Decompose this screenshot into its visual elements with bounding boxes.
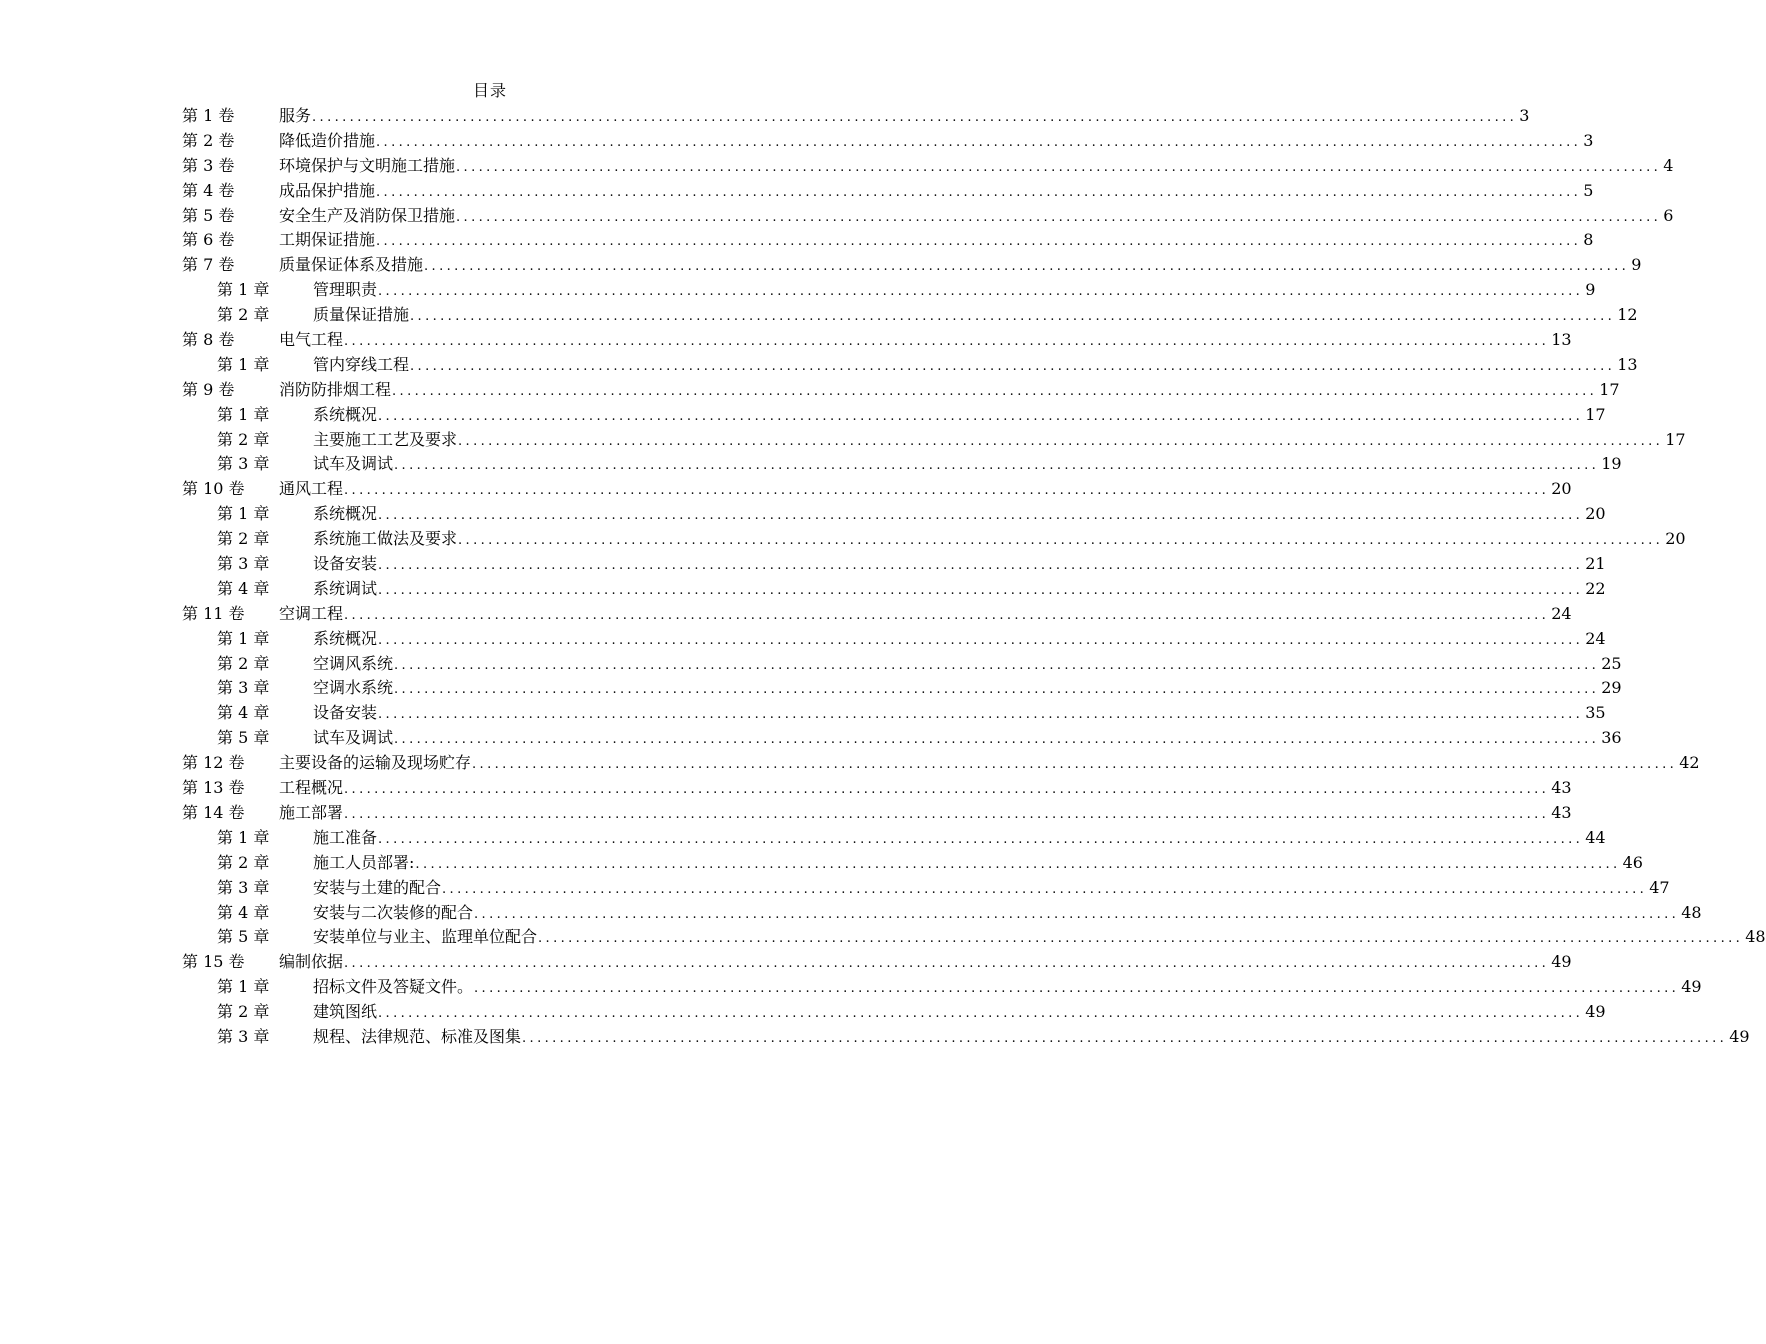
toc-dot-leader: ................................................................................................................................................................ — [392, 383, 1598, 399]
toc-dot-leader: ................................................................................................................................................................ — [458, 533, 1664, 549]
toc-entry-title-row — [279, 179, 1594, 206]
toc-entry-volume[interactable] — [182, 228, 1594, 253]
toc-entry-label: 第 4 卷 — [182, 180, 235, 200]
toc-entry-volume[interactable] — [182, 179, 1594, 204]
toc-entry-title: 安装单位与业主、监理单位配合 — [313, 925, 538, 950]
toc-entry-title: 施工准备 — [313, 826, 378, 851]
toc-entry-title-row — [279, 328, 1572, 355]
toc-entry-title: 安装与二次装修的配合 — [313, 901, 474, 926]
toc-dot-leader: ................................................................................................................................................................ — [456, 209, 1662, 225]
toc-entry-label: 第 1 章 — [217, 354, 270, 374]
toc-entry-page-number: 47 — [1649, 877, 1670, 897]
toc-entry-title-row — [313, 452, 1622, 479]
toc-entry-title-row — [313, 901, 1702, 928]
toc-entry-chapter[interactable] — [182, 876, 1670, 901]
toc-dot-leader: ................................................................................................................................................................ — [344, 806, 1550, 822]
toc-entry-title-row — [279, 154, 1674, 181]
toc-entry-title-row — [279, 378, 1620, 405]
toc-entry-volume[interactable] — [182, 129, 1594, 154]
toc-entry-page-number: 48 — [1745, 927, 1766, 947]
toc-entry-page-number: 9 — [1631, 255, 1642, 275]
toc-entry-title-row — [313, 353, 1638, 380]
toc-entry-page-number: 42 — [1679, 753, 1700, 773]
toc-entry-title: 系统概况 — [313, 403, 378, 428]
toc-entry-title: 环境保护与文明施工措施 — [279, 154, 456, 179]
toc-entry-chapter[interactable] — [182, 1025, 1750, 1050]
toc-entry-title-row — [279, 776, 1572, 803]
toc-entry-title-row — [279, 477, 1572, 504]
toc-entry-page-number: 29 — [1601, 678, 1622, 698]
toc-entry-title: 质量保证体系及措施 — [279, 253, 424, 278]
toc-dot-leader: ................................................................................................................................................................ — [522, 1030, 1728, 1046]
toc-entry-title: 质量保证措施 — [313, 303, 410, 328]
toc-entry-chapter[interactable] — [182, 1000, 1606, 1025]
toc-entry-title: 降低造价措施 — [279, 129, 376, 154]
toc-entry-page-number: 17 — [1585, 404, 1606, 424]
toc-entry-label: 第 14 卷 — [182, 802, 245, 822]
toc-entry-page-number: 3 — [1583, 130, 1594, 150]
toc-entry-title: 编制依据 — [279, 950, 344, 975]
toc-entry-label: 第 13 卷 — [182, 778, 245, 798]
toc-entry-title-row — [279, 751, 1700, 778]
toc-dot-leader: ................................................................................................................................................................ — [344, 956, 1550, 972]
toc-entry-page-number: 19 — [1601, 454, 1622, 474]
toc-entry-title-row — [313, 726, 1622, 753]
toc-entry-label: 第 1 章 — [217, 977, 270, 997]
toc-list — [182, 104, 1766, 1050]
toc-entry-volume[interactable] — [182, 154, 1674, 179]
toc-entry-page-number: 22 — [1585, 578, 1606, 598]
toc-entry-title-row — [313, 278, 1596, 305]
toc-entry-title-row — [313, 826, 1606, 853]
toc-entry-title-row — [313, 502, 1606, 529]
toc-entry-title-row — [313, 428, 1686, 455]
toc-entry-title: 安装与土建的配合 — [313, 876, 442, 901]
toc-entry-label: 第 3 章 — [217, 454, 270, 474]
toc-entry-label: 第 5 章 — [217, 927, 270, 947]
toc-entry-title: 试车及调试 — [313, 452, 394, 477]
toc-entry-title-row — [313, 975, 1702, 1002]
toc-entry-title-row — [313, 527, 1686, 554]
toc-entry-title-row — [279, 228, 1594, 255]
toc-entry-page-number: 13 — [1617, 354, 1638, 374]
toc-entry-page-number: 6 — [1663, 205, 1674, 225]
toc-entry-chapter[interactable] — [182, 428, 1686, 453]
toc-entry-title-row — [313, 552, 1606, 579]
toc-entry-page-number: 46 — [1622, 852, 1643, 872]
toc-dot-leader: ................................................................................................................................................................ — [458, 433, 1664, 449]
toc-entry-label: 第 11 卷 — [182, 603, 245, 623]
toc-entry-chapter[interactable] — [182, 925, 1766, 950]
toc-entry-title: 主要施工工艺及要求 — [313, 428, 458, 453]
toc-entry-label: 第 2 章 — [217, 1002, 270, 1022]
toc-entry-chapter[interactable] — [182, 652, 1622, 677]
toc-entry-volume[interactable] — [182, 204, 1674, 229]
toc-entry-label: 第 4 章 — [217, 578, 270, 598]
toc-entry-title: 安全生产及消防保卫措施 — [279, 204, 456, 229]
toc-entry-page-number: 20 — [1665, 529, 1686, 549]
toc-entry-chapter[interactable] — [182, 353, 1638, 378]
toc-entry-title: 空调工程 — [279, 602, 344, 627]
toc-entry-page-number: 5 — [1583, 180, 1594, 200]
toc-entry-page-number: 43 — [1551, 802, 1572, 822]
toc-entry-label: 第 2 章 — [217, 305, 270, 325]
toc-entry-title: 规程、法律规范、标准及图集 — [313, 1025, 522, 1050]
toc-entry-page-number: 17 — [1665, 429, 1686, 449]
toc-entry-page-number: 17 — [1599, 379, 1620, 399]
toc-entry-label: 第 5 章 — [217, 728, 270, 748]
toc-entry-page-number: 21 — [1585, 554, 1606, 574]
toc-entry-title-row — [313, 1025, 1750, 1052]
toc-entry-title-row — [313, 627, 1606, 654]
toc-entry-title: 设备安装 — [313, 552, 378, 577]
toc-entry-volume[interactable] — [182, 104, 1530, 129]
toc-entry-label: 第 2 章 — [217, 529, 270, 549]
toc-entry-page-number: 35 — [1585, 703, 1606, 723]
toc-entry-title: 系统概况 — [313, 502, 378, 527]
toc-entry-label: 第 12 卷 — [182, 753, 245, 773]
toc-entry-page-number: 49 — [1551, 952, 1572, 972]
toc-entry-title: 管内穿线工程 — [313, 353, 410, 378]
toc-entry-volume[interactable] — [182, 776, 1572, 801]
toc-dot-leader: ................................................................................................................................................................ — [378, 558, 1584, 574]
toc-entry-chapter[interactable] — [182, 303, 1638, 328]
toc-entry-page-number: 24 — [1551, 603, 1572, 623]
toc-dot-leader: ................................................................................................................................................................ — [424, 259, 1630, 275]
toc-entry-page-number: 49 — [1585, 1002, 1606, 1022]
toc-entry-label: 第 2 章 — [217, 852, 270, 872]
toc-entry-chapter[interactable] — [182, 901, 1702, 926]
toc-entry-chapter[interactable] — [182, 826, 1606, 851]
toc-entry-chapter[interactable] — [182, 577, 1606, 602]
toc-entry-title: 试车及调试 — [313, 726, 394, 751]
toc-dot-leader: ................................................................................................................................................................ — [394, 657, 1600, 673]
toc-entry-chapter[interactable] — [182, 701, 1606, 726]
toc-dot-leader: ................................................................................................................................................................ — [410, 358, 1616, 374]
toc-entry-chapter[interactable] — [182, 726, 1622, 751]
toc-entry-title-row — [313, 876, 1670, 903]
toc-dot-leader: ................................................................................................................................................................ — [378, 1006, 1584, 1022]
toc-entry-title: 工期保证措施 — [279, 228, 376, 253]
toc-dot-leader: ................................................................................................................................................................ — [378, 508, 1584, 524]
toc-dot-leader: ................................................................................................................................................................ — [394, 732, 1600, 748]
toc-dot-leader: ................................................................................................................................................................ — [344, 782, 1550, 798]
toc-entry-page-number: 25 — [1601, 653, 1622, 673]
toc-entry-label: 第 7 卷 — [182, 255, 235, 275]
toc-entry-volume[interactable] — [182, 378, 1620, 403]
toc-entry-chapter[interactable] — [182, 627, 1606, 652]
toc-entry-label: 第 2 卷 — [182, 130, 235, 150]
toc-dot-leader: ................................................................................................................................................................ — [410, 309, 1616, 325]
toc-entry-title-row — [279, 602, 1572, 629]
toc-entry-title-row — [279, 950, 1572, 977]
toc-entry-chapter[interactable] — [182, 452, 1622, 477]
toc-entry-page-number: 13 — [1551, 330, 1572, 350]
toc-dot-leader: ................................................................................................................................................................ — [378, 582, 1584, 598]
toc-entry-page-number: 49 — [1729, 1026, 1750, 1046]
toc-entry-title-row — [313, 303, 1638, 330]
toc-dot-leader: ................................................................................................................................................................ — [474, 906, 1680, 922]
toc-dot-leader: ................................................................................................................................................................ — [344, 483, 1550, 499]
toc-entry-label: 第 1 章 — [217, 827, 270, 847]
toc-entry-title-row — [279, 253, 1642, 280]
toc-entry-label: 第 3 章 — [217, 554, 270, 574]
toc-dot-leader: ................................................................................................................................................................ — [394, 682, 1600, 698]
toc-entry-label: 第 3 章 — [217, 678, 270, 698]
toc-entry-title: 系统施工做法及要求 — [313, 527, 458, 552]
toc-entry-title: 主要设备的运输及现场贮存 — [279, 751, 472, 776]
toc-entry-title: 施工部署 — [279, 801, 344, 826]
toc-entry-title: 系统概况 — [313, 627, 378, 652]
toc-entry-title: 工程概况 — [279, 776, 344, 801]
toc-dot-leader: ................................................................................................................................................................ — [376, 184, 1582, 200]
toc-entry-label: 第 4 章 — [217, 703, 270, 723]
toc-entry-page-number: 36 — [1601, 728, 1622, 748]
toc-entry-page-number: 8 — [1583, 230, 1594, 250]
toc-entry-label: 第 6 卷 — [182, 230, 235, 250]
toc-title: 目录 — [472, 81, 507, 100]
toc-dot-leader: ................................................................................................................................................................ — [376, 234, 1582, 250]
toc-entry-page-number: 48 — [1681, 902, 1702, 922]
toc-dot-leader: ................................................................................................................................................................ — [456, 159, 1662, 175]
toc-entry-label: 第 15 卷 — [182, 952, 245, 972]
toc-entry-label: 第 5 卷 — [182, 205, 235, 225]
toc-dot-leader: ................................................................................................................................................................ — [312, 110, 1518, 125]
toc-entry-title: 成品保护措施 — [279, 179, 376, 204]
toc-entry-label: 第 2 章 — [217, 429, 270, 449]
toc-entry-chapter[interactable] — [182, 502, 1606, 527]
toc-entry-title-row — [313, 1000, 1606, 1027]
toc-dot-leader: ................................................................................................................................................................ — [344, 334, 1550, 350]
toc-entry-volume[interactable] — [182, 950, 1572, 975]
toc-entry-label: 第 2 章 — [217, 653, 270, 673]
toc-entry-page-number: 3 — [1519, 106, 1530, 125]
toc-dot-leader: ................................................................................................................................................................ — [378, 831, 1584, 847]
toc-entry-title-row — [279, 129, 1594, 156]
toc-entry-title: 建筑图纸 — [313, 1000, 378, 1025]
toc-entry-chapter[interactable] — [182, 975, 1702, 1000]
toc-entry-title: 招标文件及答疑文件。 — [313, 975, 474, 1000]
toc-entry-title-row — [313, 701, 1606, 728]
toc-entry-volume[interactable] — [182, 801, 1572, 826]
toc-entry-page-number: 20 — [1551, 479, 1572, 499]
toc-entry-title-row — [313, 652, 1622, 679]
toc-entry-page-number: 4 — [1663, 155, 1674, 175]
toc-entry-title: 系统调试 — [313, 577, 378, 602]
toc-entry-title: 服务 — [279, 104, 312, 129]
toc-entry-volume[interactable] — [182, 253, 1642, 278]
toc-dot-leader: ................................................................................................................................................................ — [472, 757, 1678, 773]
toc-entry-title-row — [313, 577, 1606, 604]
toc-entry-title: 设备安装 — [313, 701, 378, 726]
toc-entry-page-number: 43 — [1551, 778, 1572, 798]
toc-entry-volume[interactable] — [182, 328, 1572, 353]
toc-entry-title: 通风工程 — [279, 477, 344, 502]
toc-dot-leader: ................................................................................................................................................................ — [538, 931, 1744, 947]
toc-entry-page-number: 9 — [1585, 280, 1596, 300]
toc-dot-leader: ................................................................................................................................................................ — [442, 881, 1648, 897]
toc-entry-chapter[interactable] — [182, 676, 1622, 701]
toc-entry-chapter[interactable] — [182, 403, 1606, 428]
toc-dot-leader: ................................................................................................................................................................ — [376, 134, 1582, 150]
toc-dot-leader: ................................................................................................................................................................ — [394, 458, 1600, 474]
toc-dot-leader: ................................................................................................................................................................ — [474, 981, 1680, 997]
toc-entry-label: 第 3 卷 — [182, 155, 235, 175]
toc-entry-title: 消防防排烟工程 — [279, 378, 392, 403]
toc-entry-title: 电气工程 — [279, 328, 344, 353]
toc-entry-label: 第 1 卷 — [182, 106, 235, 125]
toc-entry-chapter[interactable] — [182, 851, 1643, 876]
toc-entry-label: 第 3 章 — [217, 1026, 270, 1046]
toc-dot-leader: ................................................................................................................................................................ — [378, 707, 1584, 723]
toc-entry-page-number: 20 — [1585, 504, 1606, 524]
toc-dot-leader: ................................................................................................................................................................ — [378, 408, 1584, 424]
toc-entry-title: 空调水系统 — [313, 676, 394, 701]
toc-entry-page-number: 12 — [1617, 305, 1638, 325]
toc-entry-title: 管理职责 — [313, 278, 378, 303]
toc-entry-page-number: 49 — [1681, 977, 1702, 997]
toc-entry-title: 空调风系统 — [313, 652, 394, 677]
toc-entry-label: 第 1 章 — [217, 404, 270, 424]
toc-dot-leader: ................................................................................................................................................................ — [378, 632, 1584, 648]
toc-entry-label: 第 1 章 — [217, 504, 270, 524]
toc-entry-volume[interactable] — [182, 751, 1700, 776]
toc-entry-label: 第 3 章 — [217, 877, 270, 897]
toc-entry-title-row — [313, 403, 1606, 430]
toc-entry-chapter[interactable] — [182, 552, 1606, 577]
toc-entry-label: 第 4 章 — [217, 902, 270, 922]
toc-entry-title-row — [279, 104, 1530, 131]
toc-entry-title-row — [313, 925, 1766, 952]
toc-entry-title: 施工人员部署: — [313, 851, 415, 876]
toc-entry-label: 第 1 章 — [217, 280, 270, 300]
toc-dot-leader: ................................................................................................................................................................ — [378, 284, 1584, 300]
toc-entry-title-row — [313, 676, 1622, 703]
toc-entry-title-row — [279, 204, 1674, 231]
toc-entry-label: 第 10 卷 — [182, 479, 245, 499]
toc-entry-label: 第 1 章 — [217, 628, 270, 648]
toc-entry-page-number: 44 — [1585, 827, 1606, 847]
toc-entry-page-number: 24 — [1585, 628, 1606, 648]
toc-entry-label: 第 9 卷 — [182, 379, 235, 399]
toc-entry-chapter[interactable] — [182, 527, 1686, 552]
toc-entry-title-row — [279, 801, 1572, 828]
toc-entry-volume[interactable] — [182, 477, 1572, 502]
toc-entry-volume[interactable] — [182, 602, 1572, 627]
toc-dot-leader: ................................................................................................................................................................ — [415, 856, 1621, 872]
toc-dot-leader: ................................................................................................................................................................ — [344, 607, 1550, 623]
toc-entry-label: 第 8 卷 — [182, 330, 235, 350]
toc-entry-title-row — [313, 851, 1643, 878]
toc-entry-chapter[interactable] — [182, 278, 1596, 303]
